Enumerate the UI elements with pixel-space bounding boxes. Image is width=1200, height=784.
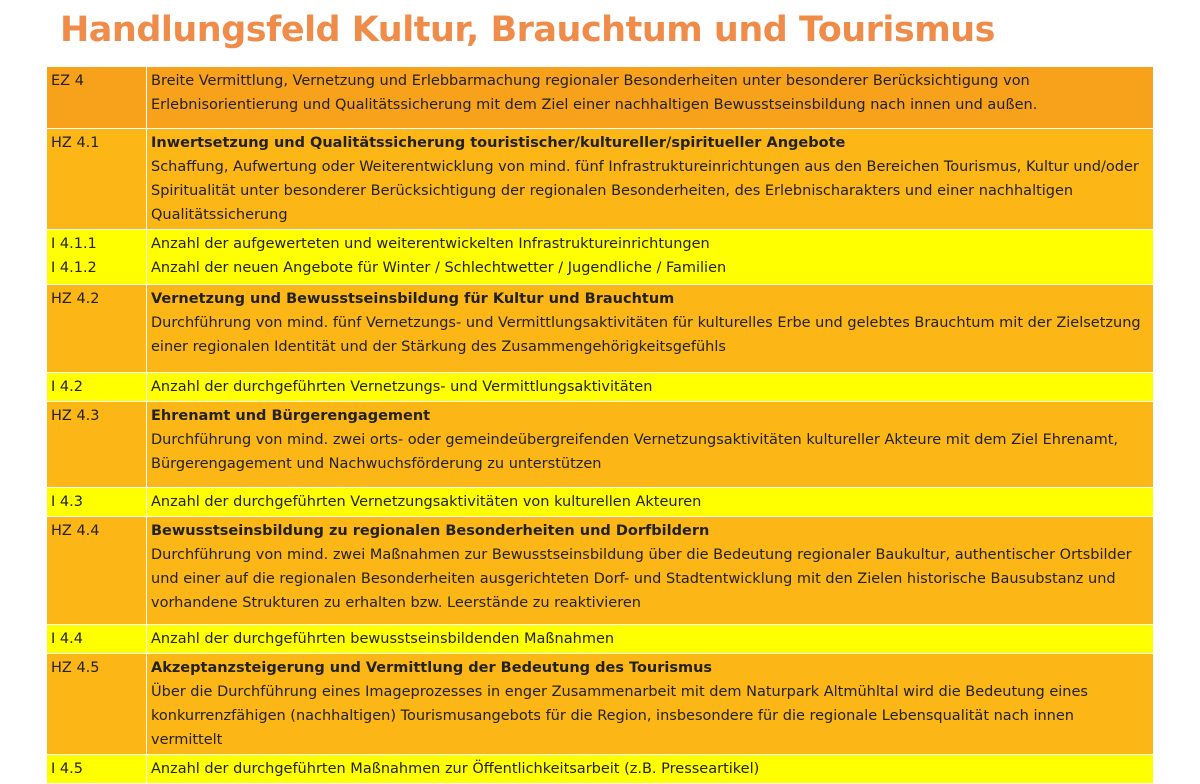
- table-row-i41: [47, 230, 1154, 285]
- row-heading: Ehrenamt und Bürgerengagement: [151, 408, 431, 424]
- row-text: Über die Durchführung eines Imageprozesses in enger Zusammenarbeit mit dem Naturpark Altmühltal wird die Bedeutung eines konkurrenzfähigen (nachhaltigen) Tourismusangebots für die Region, insbesondere für die regionale Lebensqualität nach innen vermittelt: [151, 684, 1088, 748]
- row-code: HZ 4.3: [47, 402, 147, 488]
- row-heading: Akzeptanzsteigerung und Vermittlung der Bedeutung des Tourismus: [151, 660, 713, 676]
- row-heading: Vernetzung und Bewusstseinsbildung für Kultur und Brauchtum: [151, 291, 675, 307]
- row-codes: [47, 230, 147, 285]
- row-text: Durchführung von mind. zwei Maßnahmen zur Bewusstseinsbildung über die Bedeutung regionaler Baukultur, authentischer Ortsbilder und einer auf die regionalen Besonderheiten ausgerichteten Dorf- und Stadtentwicklung mit den Zielen historische Bausubstanz und vorhandene Strukturen zu erhalten bzw. Leerstände zu reaktivieren: [151, 547, 1132, 611]
- row-code: HZ 4.2: [47, 285, 147, 373]
- row-text: Anzahl der durchgeführten Maßnahmen zur Öffentlichkeitsarbeit (z.B. Presseartikel): [147, 755, 1154, 784]
- indicator-text: Anzahl der aufgewerteten und weiterentwickelten Infrastruktureinrichtungen: [151, 236, 710, 252]
- page-title: Handlungsfeld Kultur, Brauchtum und Tourismus: [60, 10, 995, 50]
- row-heading: Inwertsetzung und Qualitätssicherung touristischer/kultureller/spiritueller Angebote: [151, 135, 846, 151]
- row-lines: [147, 230, 1154, 285]
- table-row-i42: [47, 373, 1154, 402]
- goals-table: [46, 66, 1154, 784]
- row-code: I 4.5: [47, 755, 147, 784]
- row-heading: Bewusstseinsbildung zu regionalen Besonderheiten und Dorfbildern: [151, 523, 710, 539]
- row-code: HZ 4.4: [47, 517, 147, 625]
- row-text: Durchführung von mind. fünf Vernetzungs- und Vermittlungsaktivitäten für kulturelles Erbe und gelebtes Brauchtum mit der Zielsetzung einer regionalen Identität und der Stärkung des Zusammengehörigkeitsgefühls: [151, 315, 1141, 355]
- table-row-i44: [47, 625, 1154, 654]
- table-row-hz41: [47, 129, 1154, 230]
- table-row-i43: [47, 488, 1154, 517]
- row-content: [147, 129, 1154, 230]
- indicator-code: I 4.1.2: [51, 260, 97, 276]
- table-row-hz42: [47, 285, 1154, 373]
- table-row-i45: [47, 755, 1154, 784]
- row-code: EZ 4: [47, 67, 147, 129]
- row-code: I 4.4: [47, 625, 147, 654]
- row-text: Schaffung, Aufwertung oder Weiterentwicklung von mind. fünf Infrastruktureinrichtungen aus den Bereichen Tourismus, Kultur und/oder Spiritualität unter besonderer Berücksichtigung der regionalen Besonderheiten, des Erlebnischarakters und einer nachhaltigen Qualitätssicherung: [151, 159, 1139, 223]
- indicator-code: I 4.1.1: [51, 236, 97, 252]
- row-code: I 4.2: [47, 373, 147, 402]
- row-text: Anzahl der durchgeführten Vernetzungsaktivitäten von kulturellen Akteuren: [147, 488, 1154, 517]
- row-code: HZ 4.5: [47, 654, 147, 755]
- row-text: Anzahl der durchgeführten Vernetzungs- und Vermittlungsaktivitäten: [147, 373, 1154, 402]
- table-row-hz43: [47, 402, 1154, 488]
- table-row-hz44: [47, 517, 1154, 625]
- row-content: [147, 654, 1154, 755]
- row-content: [147, 517, 1154, 625]
- row-code: I 4.3: [47, 488, 147, 517]
- row-text: Durchführung von mind. zwei orts- oder gemeindeübergreifenden Vernetzungsaktivitäten kultureller Akteure mit dem Ziel Ehrenamt, Bürgerengagement und Nachwuchsförderung zu unterstützen: [151, 432, 1119, 472]
- row-code: HZ 4.1: [47, 129, 147, 230]
- table-row-ez4: [47, 67, 1154, 129]
- indicator-text: Anzahl der neuen Angebote für Winter / Schlechtwetter / Jugendliche / Familien: [151, 260, 727, 276]
- row-text: Anzahl der durchgeführten bewusstseinsbildenden Maßnahmen: [147, 625, 1154, 654]
- row-text: Breite Vermittlung, Vernetzung und Erlebbarmachung regionaler Besonderheiten unter besonderer Berücksichtigung von Erlebnisorientierung und Qualitätssicherung mit dem Ziel einer nachhaltigen Bewusstseinsbildung nach innen und außen.: [147, 67, 1154, 129]
- row-content: [147, 402, 1154, 488]
- row-content: [147, 285, 1154, 373]
- table-row-hz45: [47, 654, 1154, 755]
